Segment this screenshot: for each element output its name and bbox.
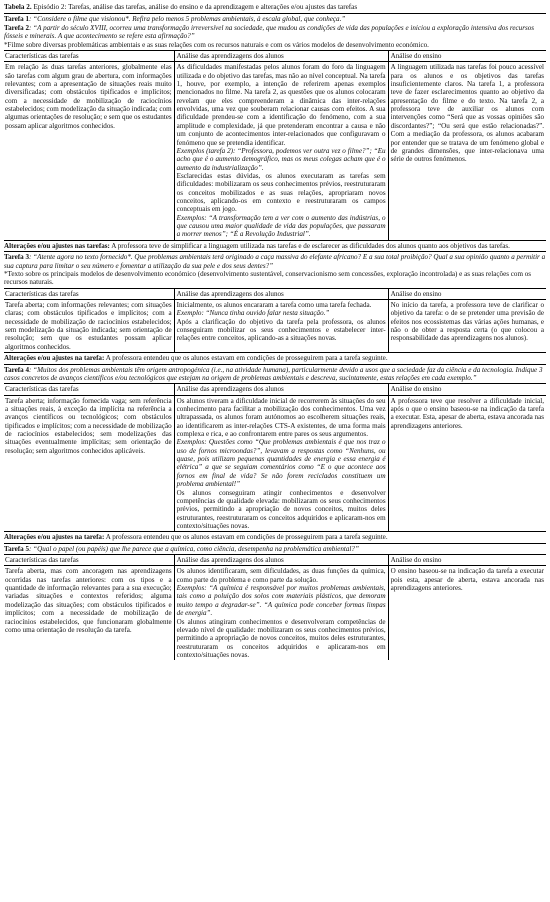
caption-label: Tabela 2. xyxy=(4,3,32,11)
paragraph: Os alunos identificaram, sem dificuldades, as duas funções da química, como parte do problema e como parte da solução. xyxy=(176,567,386,584)
alteracoes-label: Alterações e/ou ajustes na tarefa: xyxy=(4,533,105,542)
analysis-table xyxy=(4,289,546,353)
table-row xyxy=(4,395,546,531)
tarefa-label: Tarefa 4 xyxy=(4,365,30,374)
caracteristicas-cell: Tarefa aberta, mas com ancoragem nas aprendizagens ocorridas nas tarefas anteriores: com os tipos e a quantidade de informação relevantes para a sua execução; variadas situações e contextos referidos; alguma modelização das situações; com obstáculos tipificados e implícitos; com a necessidade de mobilização de raciocínios estabelecidos, que funcionaram globalmente como uma orientação de resolução da tarefa. xyxy=(5,567,172,634)
col-header-aprendizagens: Análise das aprendizagens dos alunos xyxy=(174,555,388,566)
tarefa-header-1-2 xyxy=(4,14,546,50)
paragraph: Exemplo: “Nunca tinha ouvido falar nesta situação.” xyxy=(176,309,330,318)
tarefa-text: : “A partir do século XVIII, ocorreu uma transformação irreversível na sociedade, que mudou as condições de vida das populações e iniciou a exploração intensiva dos recursos fósseis e minerais. A que acontecimento se refere esta afirmação?” xyxy=(4,23,535,41)
paragraph: Os alunos tiveram a dificuldade inicial de recorrerem às situações do seu conhecimento para facilitar a mobilização dos conhecimentos. Uma vez ultrapassada, os alunos foram autónomos ao escolherem situações reais, ao identificarem as inter-relações CTS-A existentes, de uma forma mais complexa e rica, e ao confrontarem entre pares os seus argumentos. xyxy=(176,396,386,439)
aprendizagens-cell xyxy=(174,62,388,240)
col-header-ensino: Análise do ensino xyxy=(388,289,546,300)
col-header-aprendizagens: Análise das aprendizagens dos alunos xyxy=(174,289,388,300)
paragraph: Exemplos: “A química é responsável por muitos problemas ambientais, tais como a poluição dos solos com materiais plásticos, que demoram muito tempo a degradar-se”. “A química pode conceber formas limpas de energia”. xyxy=(176,584,386,618)
paragraph: Os alunos conseguiram atingir conhecimentos e desenvolver competências de qualidade elevada: mobilizaram os seus conhecimentos prévios, permitindo a apropriação de novos conceitos, muitos deles estruturantes, reestruturaram os conceitos adquiridos e aplicaram-nos em contexto/situações novas. xyxy=(176,488,386,530)
table-row xyxy=(4,299,546,352)
tarefa-label: Tarefa 1 xyxy=(4,15,30,24)
column-header-row xyxy=(4,555,546,566)
tarefa-header-3 xyxy=(4,252,546,288)
col-header-ensino: Análise do ensino xyxy=(388,384,546,395)
caption-text: Episódio 2: Tarefas, análise das tarefas, análise do ensino e da aprendizagem e alterações e/ou ajustes das tarefas xyxy=(33,3,358,11)
analysis-table xyxy=(4,555,546,660)
col-header-ensino: Análise do ensino xyxy=(388,555,546,566)
col-header-aprendizagens: Análise das aprendizagens dos alunos xyxy=(174,51,388,62)
col-header-ensino: Análise do ensino xyxy=(388,51,546,62)
tarefa-label: Tarefa 3 xyxy=(4,253,30,262)
ensino-cell: A professora teve que resolver a dificuldade inicial, após o que o ensino baseou-se na indicação da tarefa a executar. Esta, apesar de aberta, estava ancorada nas aprendizagens anteriores. xyxy=(388,395,546,531)
aprendizagens-cell xyxy=(174,299,388,352)
caracteristicas-cell: Tarefa aberta; com informações relevantes; com situações claras; com obstáculos tipificados e implícitos; com a necessidade de mobilização de raciocínios estabelecidos; sem modelização da situação indicada; sem orientação de resolução; sem que os estudantes possam aplicar algoritmos conhecidos. xyxy=(5,300,172,351)
column-header-row xyxy=(4,289,546,300)
table-row xyxy=(4,62,546,240)
caracteristicas-cell: Em relação às duas tarefas anteriores, globalmente elas são tarefas com algum grau de abertura, com informações relevantes; com a apresentação de situações reais muito diversificadas; com obstáculos tipificados e implícitos; com a necessidade de mobilização de raciocínios estabelecidos; com modelização da situação indicada; com algumas orientações de resolução; e sem que os estudantes possam aplicar algoritmos conhecidos. xyxy=(5,63,172,130)
analysis-table xyxy=(4,51,546,240)
aprendizagens-cell xyxy=(174,395,388,531)
tarefa-label: Tarefa 5 xyxy=(4,544,30,553)
col-header-caracteristicas: Características das tarefas xyxy=(4,289,174,300)
tarefa-note: *Filme sobre diversas problemáticas ambientais e as suas relações com os recursos naturais e com os vários modelos de desenvolvimento económico. xyxy=(4,40,429,49)
paragraph: Esclarecidas estas dúvidas, os alunos executaram as tarefas sem dificuldades: mobilizaram os seus conhecimentos prévios, reestruturaram os conceitos mobilizados e as suas relações, apropriaram novos conceitos, aplicando-os em contexto e reestruturaram os campos conceptuais em jogo. xyxy=(176,171,386,214)
alteracoes-row xyxy=(4,531,546,543)
table-row xyxy=(4,566,546,660)
aprendizagens-cell xyxy=(174,566,388,660)
alteracoes-row xyxy=(4,352,546,364)
tarefa-text: : “Muitos dos problemas ambientais têm origem antropogénica (i.e., na atividade humana), particularmente devido a usos que a sociedade faz da ciência e da tecnologia. Indique 3 casos concretos de avanços científicos e/ou tecnológicos que estejam na origem de problemas ambientais e descreva, sucintamente, estas relações em cada exemplo.” xyxy=(4,365,543,382)
table-caption xyxy=(4,2,546,14)
tarefa-text: : “Qual o papel (ou papéis) que lhe parece que a química, como ciência, desempenha na problemática ambiental?” xyxy=(29,544,359,553)
col-header-caracteristicas: Características das tarefas xyxy=(4,555,174,566)
col-header-caracteristicas: Características das tarefas xyxy=(4,384,174,395)
paragraph: Exemplos (tarefa 2): “Professora, podemos ver outra vez o filme?”; “Eu acho que é o aumento demográfico, mas os meus colegas acham que é o aumento da industrialização”. xyxy=(176,146,386,172)
col-header-caracteristicas: Características das tarefas xyxy=(4,51,174,62)
alteracoes-text: A professora teve de simplificar a linguagem utilizada nas tarefas e de esclarecer as dificuldades dos alunos quanto aos objetivos das tarefas. xyxy=(109,241,510,250)
paragraph: Exemplos: Questões como “Que problemas ambientais é que nos traz o uso de fornos microondas?”, levavam a respostas como “Nenhuns, ou quase, pois utilizam pequenas quantidades de energia e essa energia é elétrica” a que se seguiam comentários como “E o que acontece aos fornos em final de vida? Se não forem reciclados constituem um problema ambiental!” xyxy=(176,438,386,489)
ensino-cell: O ensino baseou-se na indicação da tarefa a executar pois esta, apesar de aberta, estava ancorada nas aprendizagens anteriores. xyxy=(388,566,546,660)
caracteristicas-cell: Tarefa aberta; informação fornecida vaga; sem referência a situações reais, à exceção da implícita na referência a avanços científicos ou tecnológicos; com obstáculos tipificados e implícitos; com a necessidade de mobilização de raciocínios estabelecidos; sem modelizações das situações eventualmente implícitas; sem orientação de resolução; sem algoritmos conhecidos aplicáveis. xyxy=(5,396,172,455)
paragraph: Inicialmente, os alunos encararam a tarefa como uma tarefa fechada. xyxy=(176,300,372,309)
column-header-row xyxy=(4,51,546,62)
tarefa-label: Tarefa 2 xyxy=(4,23,30,32)
column-header-row xyxy=(4,384,546,395)
alteracoes-text: A professora entendeu que os alunos estavam em condições de prosseguirem para a tarefa seguinte. xyxy=(104,354,388,363)
tarefa-note: *Texto sobre os principais modelos de desenvolvimento económico (desenvolvimento sustentável, conservacionismo sem concessões, exploração incontrolada) e as suas relações com os recursos naturais. xyxy=(4,269,532,287)
table-2 xyxy=(4,2,546,660)
paragraph: Exemplos: “A transformação tem a ver com o aumento das indústrias, o que causou uma maior qualidade de vida das populações, que passaram a morrer menos”; “É a Revolução Industrial”. xyxy=(176,213,386,239)
alteracoes-text: A professora entendeu que os alunos estavam em condições de prosseguirem para a tarefa seguinte. xyxy=(104,533,388,542)
alteracoes-label: Alterações e/ou ajustes na tarefa: xyxy=(4,354,105,363)
tarefa-text: : “Atente agora no texto fornecido*. Que problemas ambientais terá originado a caça massiva do elefante africano? E a sua total proibição? Qual a sua opinião quanto a permitir a sua captura para limitar o seu número e fomentar a utilização da sua pele e dos seus dentes?” xyxy=(4,253,546,270)
ensino-cell: No início da tarefa, a professora teve de clarificar o objetivo da tarefa: o de se pretender uma previsão de efeitos nos ecossistemas das várias ações humanas, e não o de obter a resposta certa (o que colocou a responsabilidade das aprendizagens nos alunos). xyxy=(388,299,546,352)
paragraph: Após a clarificação do objetivo da tarefa pela professora, os alunos conseguiram mobilizar os seus conhecimentos e estabelecer inter-relações entre conceitos, aplicando-as a situações novas. xyxy=(176,317,386,343)
alteracoes-label: Alterações e/ou ajustes nas tarefas: xyxy=(4,241,110,250)
paragraph: As dificuldades manifestadas pelos alunos foram do foro da linguagem utilizada e do objetivo das tarefas, mas não ao nível conceptual. Na tarefa 1, houve, por exemplo, a intenção de referirem apenas exemplos mencionados no filme. Na tarefa 2, as questões que os alunos colocaram revelam que eles compreenderam a dinâmica das inter-relações envolvidas, uma vez que souberam relacionar causas com efeitos. A sua dificuldade prendeu-se com a identificação do fenómeno, com a sua amplitude e complexidade, já que pretenderam encontrar a causa e não um conjunto de acontecimentos inter-relacionados que configuravam o fenómeno que se pretendia identificar. xyxy=(176,63,386,147)
tarefa-text: : “Considere o filme que visionou*. Refira pelo menos 5 problemas ambientais, à escala global, que conheça.” xyxy=(29,15,346,24)
alteracoes-row xyxy=(4,240,546,252)
tarefa-header-5 xyxy=(4,544,546,555)
col-header-aprendizagens: Análise das aprendizagens dos alunos xyxy=(174,384,388,395)
analysis-table xyxy=(4,384,546,531)
ensino-cell: A linguagem utilizada nas tarefas foi pouco acessível para os alunos e os objetivos das tarefas insuficientemente claros. Na tarefa 1, a professora teve de fazer esclarecimentos quanto ao objetivo da apresentação do filme e do texto. Na tarefa 2, a professora teve de auxiliar os alunos com intervenções como “Será que as vossas opiniões são discordantes?”; “Ou será que estão relacionadas?”. Com a mediação da professora, os alunos acabaram por entender que se tratava de um fenómeno global e de grandes dimensões, que inter-relacionava uma série de outros fenómenos. xyxy=(388,62,546,240)
paragraph: Os alunos atingiram conhecimentos e desenvolveram competências de elevado nível de qualidade: mobilizaram os seus conhecimentos prévios, permitindo a apropriação de novos conceitos, muitos deles estruturantes, reestruturaram os conceitos adquiridos e aplicaram-nos em contexto/situações novas. xyxy=(176,617,386,659)
tarefa-header-4 xyxy=(4,365,546,385)
